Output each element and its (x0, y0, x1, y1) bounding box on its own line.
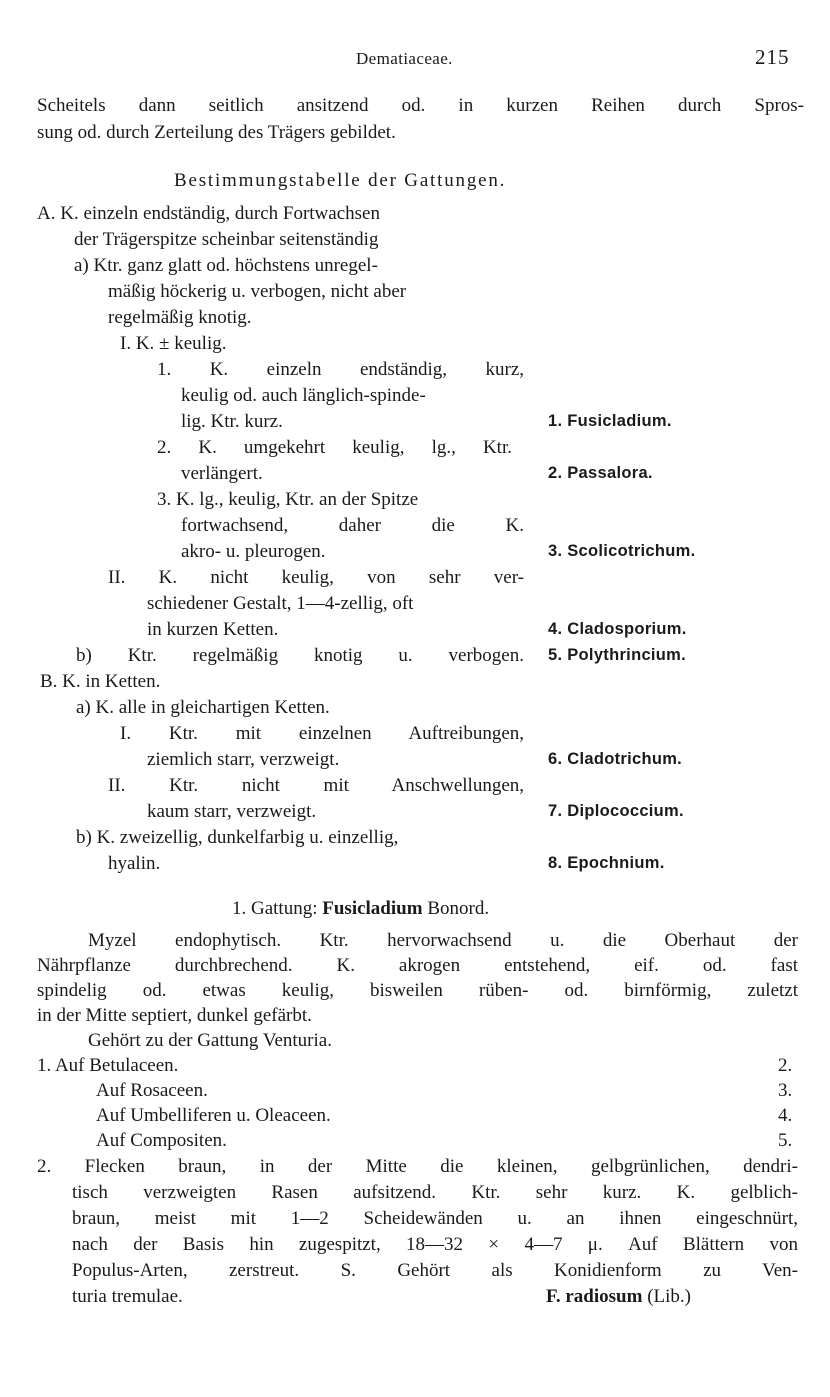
species-name (546, 1287, 691, 1306)
genus-result: 6. Cladotrichum. (548, 750, 683, 768)
key-line: kaum starr, verzweigt. (147, 801, 317, 822)
key-line: II. Ktr. nicht mit Anschwellungen, (108, 775, 524, 796)
key-line: A. K. einzeln endständig, durch Fortwachsen (37, 203, 380, 224)
genus-result: 1. Fusicladium. (548, 412, 672, 430)
host-line: 1. Auf Betulaceen. (37, 1055, 179, 1076)
key-line: verlängert. (181, 463, 263, 484)
key-line: b) Ktr. regelmäßig knotig u. verbogen. (76, 645, 524, 666)
running-title: Dematiaceae. (356, 49, 453, 68)
key-line: hyalin. (108, 853, 161, 874)
intro-line: sung od. durch Zerteilung des Trägers gebildet. (37, 122, 396, 143)
host-line: Auf Rosaceen. (96, 1080, 208, 1101)
species-binomial: F. radiosum (546, 1286, 643, 1307)
host-ref: 5. (778, 1130, 793, 1151)
host-ref: 3. (778, 1080, 793, 1101)
key-line: B. K. in Ketten. (40, 671, 161, 692)
species-description: braun, meist mit 1—2 Scheidewänden u. an ihnen eingeschnürt, (72, 1208, 798, 1229)
genus-description: Nährpflanze durchbrechend. K. akrogen entstehend, eif. od. fast (37, 955, 798, 976)
key-line: I. K. ± keulig. (120, 333, 227, 354)
genus-description: in der Mitte septiert, dunkel gefärbt. (37, 1005, 312, 1026)
key-line: 2. K. umgekehrt keulig, lg., Ktr. (157, 437, 512, 458)
genus-heading (232, 899, 489, 918)
species-description: tisch verzweigten Rasen aufsitzend. Ktr. sehr kurz. K. gelblich- (72, 1182, 798, 1203)
genus-heading-prefix: 1. Gattung: (232, 898, 323, 919)
genus-heading-name: Fusicladium (322, 898, 423, 919)
key-line: schiedener Gestalt, 1—4-zellig, oft (147, 593, 414, 614)
genus-result: 2. Passalora. (548, 464, 653, 482)
species-description: Populus-Arten, zerstreut. S. Gehört als Konidienform zu Ven- (72, 1260, 798, 1281)
key-line: a) K. alle in gleichartigen Ketten. (76, 697, 330, 718)
page-number: 215 (755, 45, 790, 69)
key-line: 3. K. lg., keulig, Ktr. an der Spitze (157, 489, 419, 510)
species-description: 2. Flecken braun, in der Mitte die kleinen, gelbgrünlichen, dendri- (37, 1156, 798, 1177)
genus-note: Gehört zu der Gattung Venturia. (88, 1030, 332, 1051)
key-line: II. K. nicht keulig, von sehr ver- (108, 567, 524, 588)
key-line: a) Ktr. ganz glatt od. höchstens unregel- (74, 255, 378, 276)
key-line: b) K. zweizellig, dunkelfarbig u. einzellig, (76, 827, 399, 848)
genus-result: 5. Polythrincium. (548, 646, 687, 664)
host-line: Auf Compositen. (96, 1130, 227, 1151)
intro-line: Scheitels dann seitlich ansitzend od. in kurzen Reihen durch Spros- (37, 95, 804, 116)
genus-description: spindelig od. etwas keulig, bisweilen rüben- od. birnförmig, zuletzt (37, 980, 798, 1001)
key-line: der Trägerspitze scheinbar seitenständig (74, 229, 379, 250)
genus-description: Myzel endophytisch. Ktr. hervorwachsend u. die Oberhaut der (88, 930, 798, 951)
species-authority: (Lib.) (642, 1286, 691, 1307)
genus-result: 7. Diplococcium. (548, 802, 684, 820)
key-line: fortwachsend, daher die K. (181, 515, 524, 536)
key-line: I. Ktr. mit einzelnen Auftreibungen, (120, 723, 524, 744)
key-line: lig. Ktr. kurz. (181, 411, 283, 432)
host-ref: 2. (778, 1055, 793, 1076)
key-line: ziemlich starr, verzweigt. (147, 749, 340, 770)
key-line: regelmäßig knotig. (108, 307, 252, 328)
key-line: keulig od. auch länglich-spinde- (181, 385, 426, 406)
genus-result: 4. Cladosporium. (548, 620, 687, 638)
genus-result: 8. Epochnium. (548, 854, 665, 872)
key-line: 1. K. einzeln endständig, kurz, (157, 359, 524, 380)
host-line: Auf Umbelliferen u. Oleaceen. (96, 1105, 331, 1126)
key-line: in kurzen Ketten. (147, 619, 279, 640)
species-description: nach der Basis hin zugespitzt, 18—32 × 4—7 μ. Auf Blättern von (72, 1234, 798, 1255)
key-line: mäßig höckerig u. verbogen, nicht aber (108, 281, 407, 302)
species-description: turia tremulae. (72, 1286, 183, 1307)
key-heading: Bestimmungstabelle der Gattungen. (174, 170, 507, 191)
host-ref: 4. (778, 1105, 793, 1126)
key-line: akro- u. pleurogen. (181, 541, 326, 562)
genus-result: 3. Scolicotrichum. (548, 542, 696, 560)
genus-heading-author: Bonord. (422, 898, 490, 919)
